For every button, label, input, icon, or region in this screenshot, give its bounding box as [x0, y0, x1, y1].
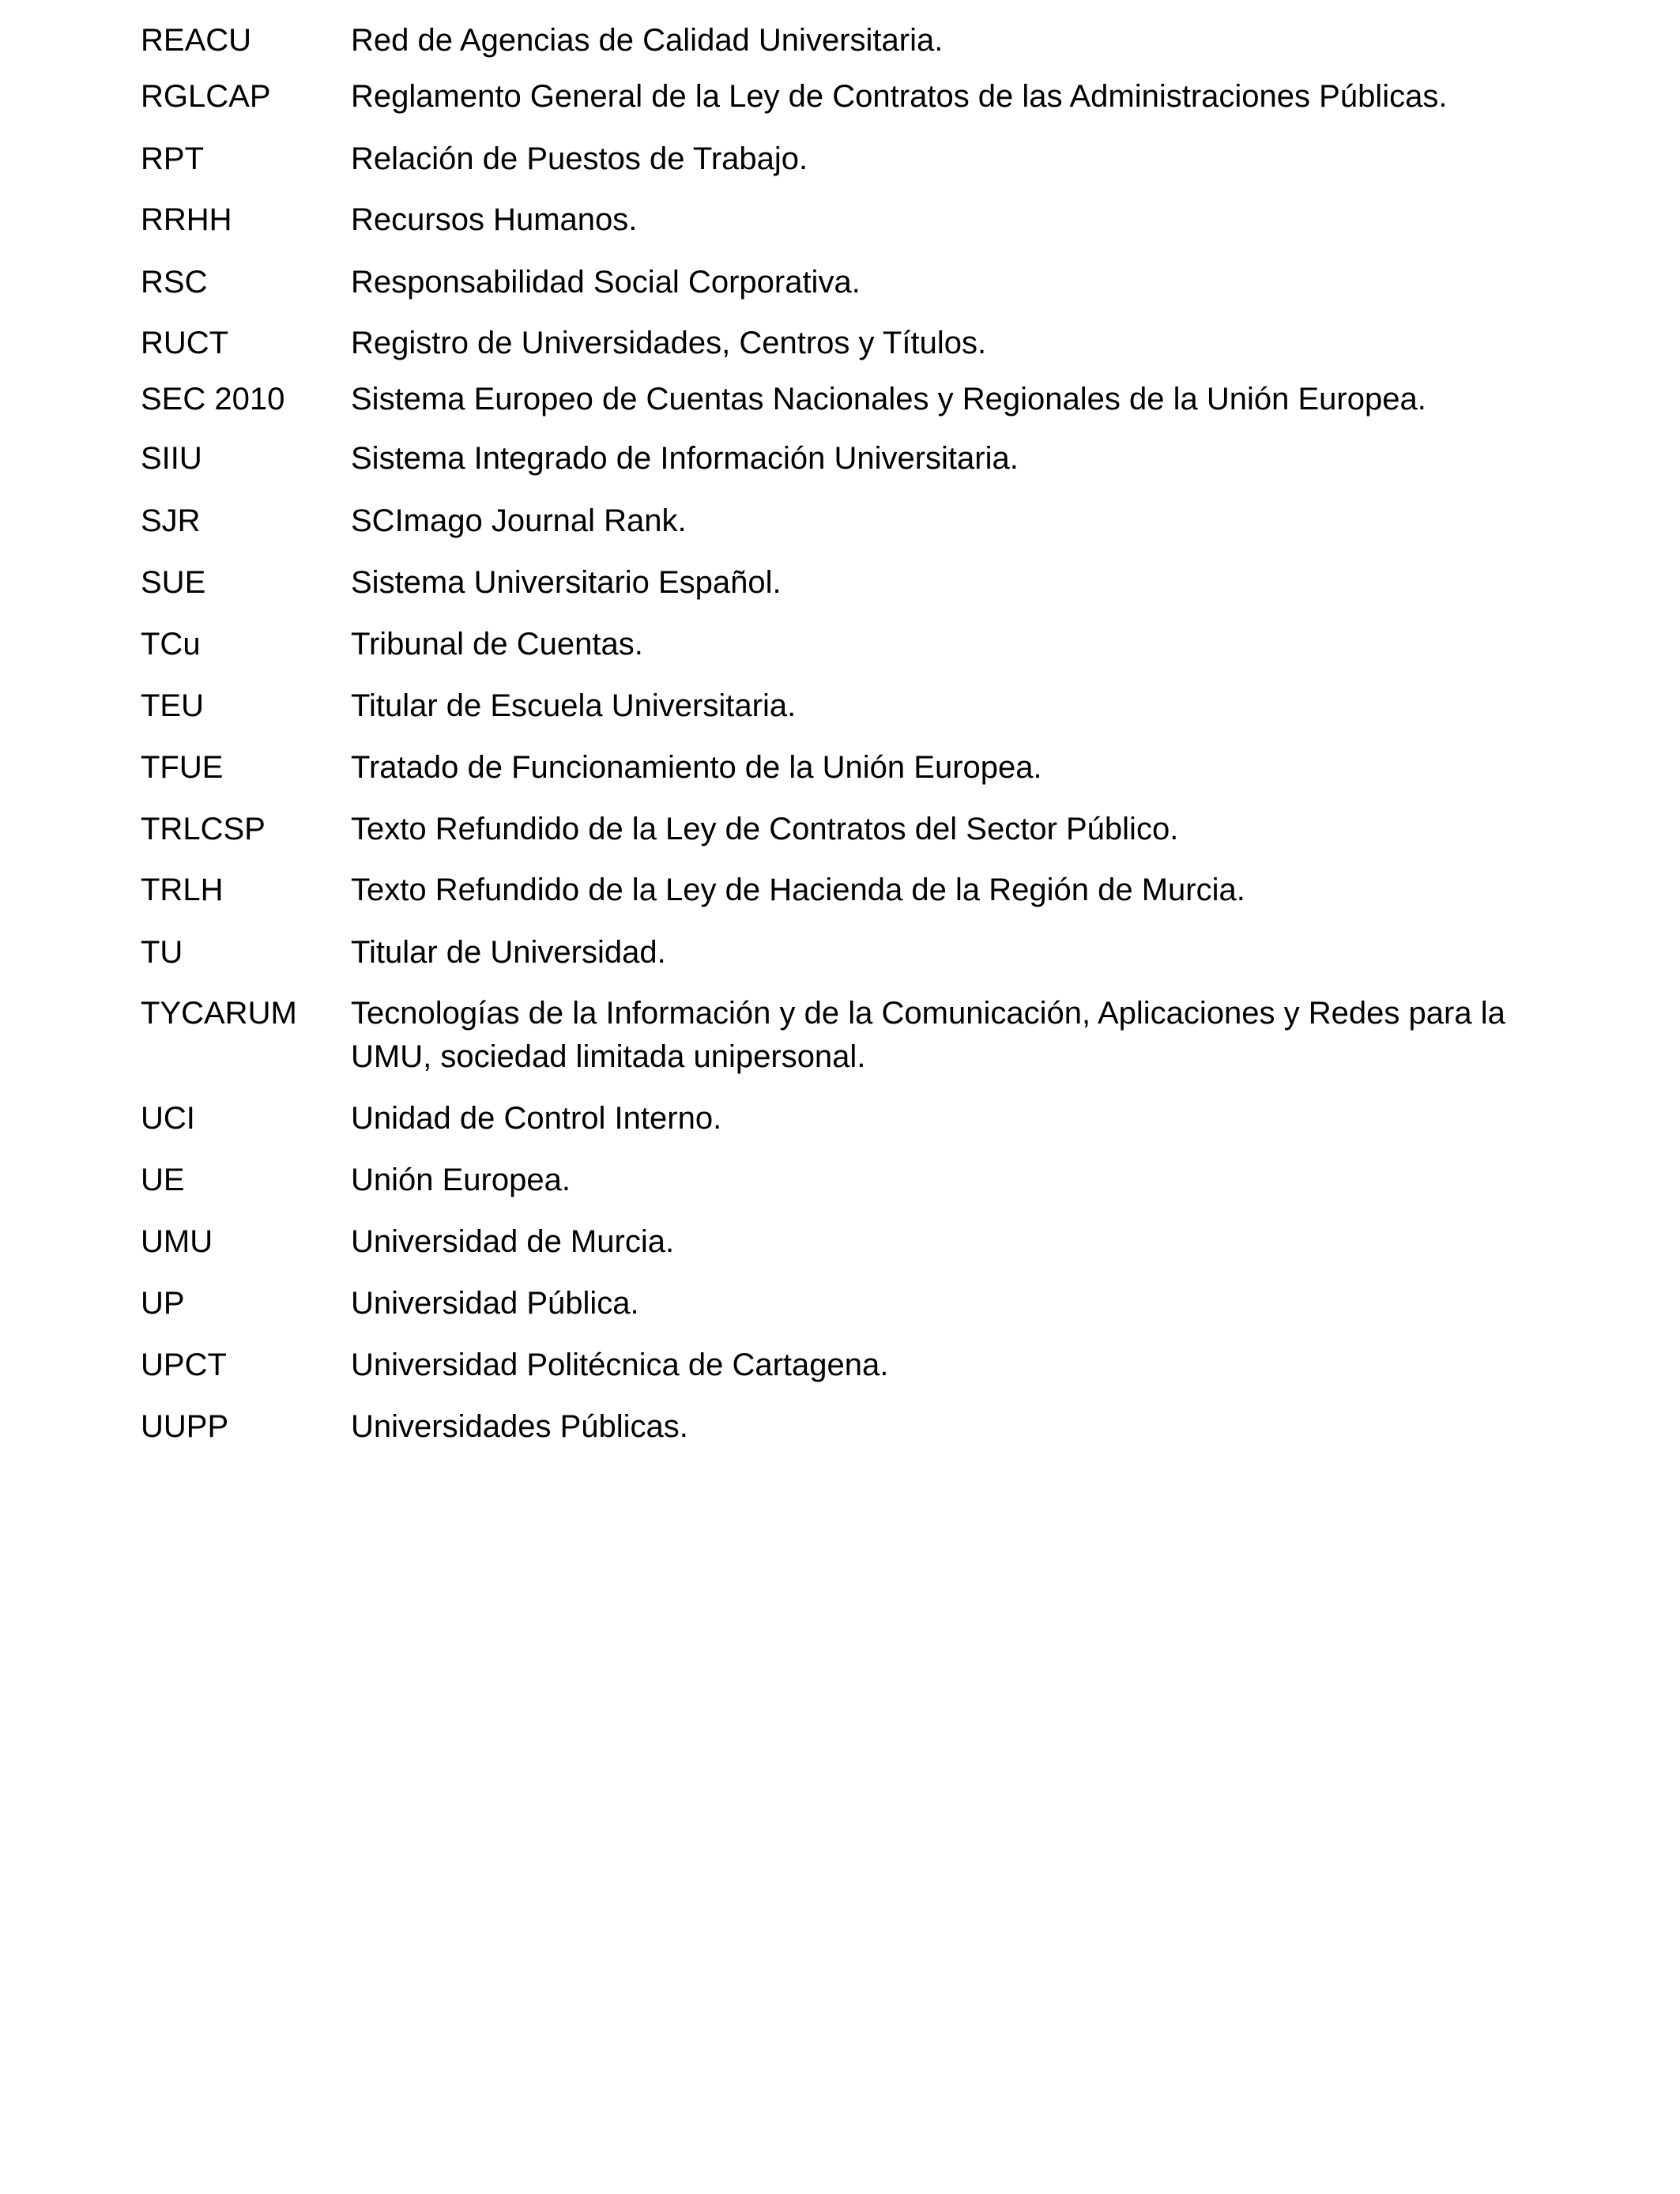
abbreviation-entry [141, 808, 1555, 851]
abbreviation-term: SJR [141, 503, 201, 538]
abbreviation-entry [141, 499, 1555, 543]
abbreviation-term: UPCT [141, 1348, 227, 1382]
abbreviation-entry [141, 623, 1555, 666]
abbreviation-entry [141, 746, 1555, 790]
abbreviation-term: UMU [141, 1224, 213, 1259]
abbreviation-entry [141, 684, 1555, 728]
abbreviation-definition: Universidad Pública. [351, 1286, 639, 1321]
abbreviation-term: RUCT [141, 326, 229, 360]
abbreviation-entry [141, 138, 1555, 181]
abbreviation-term: SUE [141, 565, 206, 600]
abbreviation-definition: Universidad Politécnica de Cartagena. [351, 1348, 889, 1382]
abbreviation-entry [141, 75, 1555, 119]
abbreviation-definition: Universidad de Murcia. [351, 1224, 675, 1259]
abbreviation-entry [141, 1159, 1555, 1202]
abbreviation-term: UE [141, 1163, 185, 1197]
abbreviation-term: UP [141, 1286, 185, 1321]
abbreviation-term: TYCARUM [141, 996, 297, 1031]
abbreviation-definition: Texto Refundido de la Ley de Contratos del Sector Público. [351, 812, 1179, 846]
abbreviation-term: RPT [141, 141, 204, 176]
abbreviation-term: SEC 2010 [141, 382, 285, 417]
abbreviation-entry [141, 1282, 1555, 1325]
abbreviation-definition: Relación de Puestos de Trabajo. [351, 141, 808, 176]
abbreviation-term: TCu [141, 627, 201, 662]
abbreviation-entry [141, 1097, 1555, 1140]
abbreviation-definition: Registro de Universidades, Centros y Títulos. [351, 326, 987, 360]
abbreviation-entry [141, 322, 1555, 365]
abbreviation-definition: Unidad de Control Interno. [351, 1101, 722, 1136]
abbreviation-definition: Red de Agencias de Calidad Universitaria. [351, 23, 944, 58]
abbreviation-definition: Recursos Humanos. [351, 202, 638, 237]
abbreviation-entry [141, 378, 1555, 421]
abbreviation-definition: Sistema Integrado de Información Universitaria. [351, 441, 1019, 476]
abbreviation-definition: Sistema Europeo de Cuentas Nacionales y Regionales de la Unión Europea. [351, 382, 1426, 417]
abbreviation-definition: Universidades Públicas. [351, 1409, 688, 1444]
abbreviation-entry [141, 1220, 1555, 1264]
abbreviation-definition: Tecnologías de la Información y de la Comunicación, Aplicaciones y Redes para la UMU, sociedad limitada unipersonal. [351, 996, 1505, 1074]
abbreviation-term: RGLCAP [141, 79, 271, 114]
abbreviation-term: UUPP [141, 1409, 229, 1444]
abbreviation-term: REACU [141, 23, 252, 58]
abbreviation-term: UCI [141, 1101, 195, 1136]
abbreviation-term: TRLCSP [141, 812, 266, 846]
abbreviation-entry [141, 198, 1555, 242]
abbreviation-definition: Titular de Universidad. [351, 935, 666, 970]
abbreviation-definition: Unión Europea. [351, 1163, 571, 1197]
abbreviation-term: RRHH [141, 202, 232, 237]
abbreviation-entry [141, 261, 1555, 304]
abbreviation-definition: Titular de Escuela Universitaria. [351, 688, 797, 723]
abbreviation-entry [141, 869, 1555, 912]
abbreviation-entry [141, 1405, 1555, 1449]
abbreviation-entry [141, 1344, 1555, 1387]
abbreviation-entry [141, 19, 1555, 62]
abbreviation-term: TU [141, 935, 183, 970]
abbreviation-term: TFUE [141, 750, 224, 785]
abbreviation-entry [141, 437, 1555, 481]
abbreviation-entry [141, 561, 1555, 605]
abbreviation-definition: Tratado de Funcionamiento de la Unión Europea. [351, 750, 1042, 785]
abbreviation-term: TEU [141, 688, 204, 723]
abbreviation-entry [141, 992, 1555, 1079]
abbreviation-term: RSC [141, 265, 208, 300]
abbreviation-definition: Reglamento General de la Ley de Contratos de las Administraciones Públicas. [351, 79, 1448, 114]
abbreviation-definition: Texto Refundido de la Ley de Hacienda de la Región de Murcia. [351, 873, 1245, 907]
abbreviations-list [141, 19, 1555, 1449]
abbreviation-entry [141, 931, 1555, 974]
abbreviation-definition: SCImago Journal Rank. [351, 503, 687, 538]
abbreviation-term: TRLH [141, 873, 224, 907]
abbreviation-definition: Tribunal de Cuentas. [351, 627, 643, 662]
abbreviation-term: SIIU [141, 441, 202, 476]
abbreviation-definition: Responsabilidad Social Corporativa. [351, 265, 861, 300]
abbreviation-definition: Sistema Universitario Español. [351, 565, 782, 600]
